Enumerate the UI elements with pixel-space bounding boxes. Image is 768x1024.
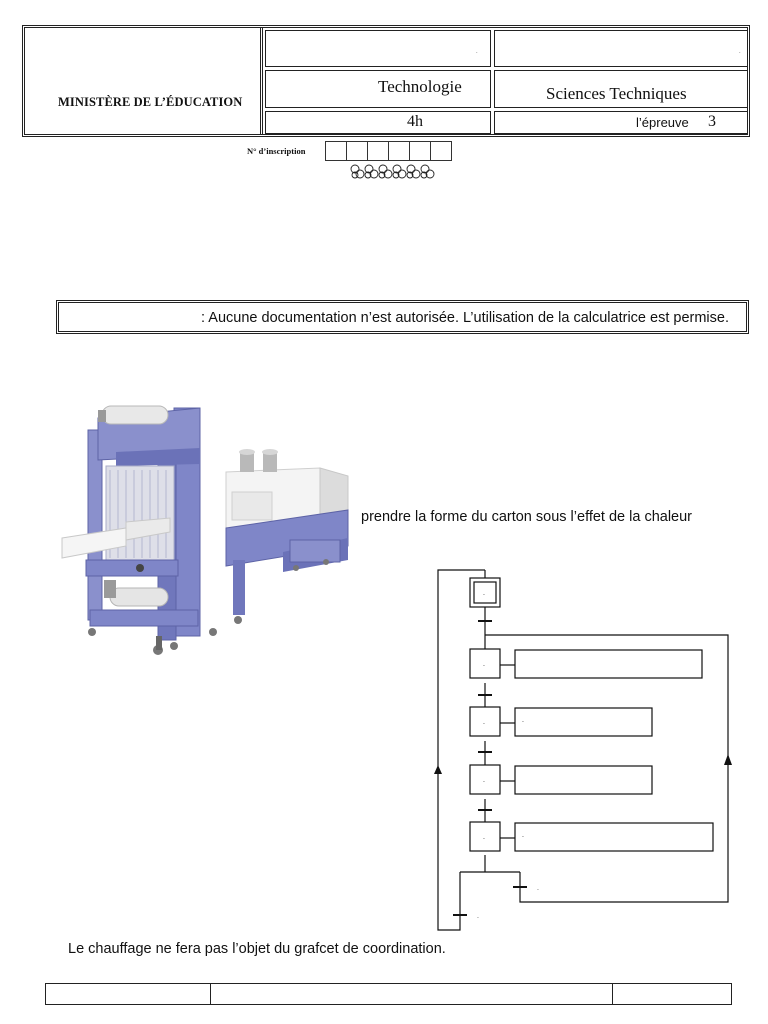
footer-divider (210, 984, 211, 1004)
session-mark: . (476, 49, 478, 55)
step-number: . (483, 777, 485, 784)
inscription-digit-box[interactable] (430, 141, 452, 161)
step-number: . (483, 590, 485, 597)
exam-instructions-text: : Aucune documentation n’est autorisée. L’utilisation de la calculatrice est permise. (201, 310, 729, 326)
section-name: Sciences Techniques (546, 84, 687, 103)
step-action-box[interactable] (515, 823, 713, 851)
grafcet-initial-step (470, 578, 500, 607)
title-mark: . (739, 49, 741, 55)
ministry-name: MINISTÈRE DE L’ÉDUCATION (58, 95, 243, 109)
exam-session-cell (265, 30, 491, 67)
grafcet-diagram (420, 562, 750, 934)
exam-instructions-box (56, 300, 749, 334)
exam-title-cell (494, 30, 748, 67)
ministry-cell (25, 28, 263, 134)
inscription-label: N° d’inscription (247, 146, 306, 156)
inscription-digit-box[interactable] (367, 141, 389, 161)
candidate-signature-icon (349, 163, 437, 181)
step-action-box[interactable] (515, 650, 702, 678)
system-description: prendre la forme du carton sous l’effet de la chaleur (361, 509, 693, 525)
grafcet-note: Le chauffage ne fera pas l’objet du grafcet de coordination. (68, 941, 446, 957)
loop-arrow-icon (724, 754, 732, 765)
step-action-box[interactable] (515, 708, 652, 736)
footer-divider (612, 984, 613, 1004)
coefficient-label: l’épreuve (636, 115, 689, 130)
step-number: . (483, 834, 485, 841)
section-cell (494, 70, 748, 108)
exam-header (22, 25, 750, 137)
loop-transition-label: . (477, 913, 479, 920)
step-number: . (483, 661, 485, 668)
subject-name: Technologie (378, 77, 462, 96)
step-action-text: . (522, 832, 524, 839)
duration-cell (265, 111, 491, 134)
loop-arrow-icon (434, 765, 442, 774)
exam-duration: 4h (407, 113, 423, 130)
step-action-box[interactable] (515, 766, 652, 794)
inscription-digit-box[interactable] (346, 141, 368, 161)
step-action-text: . (522, 717, 524, 724)
page-footer-table (45, 983, 732, 1005)
branch-transition-label: . (537, 885, 539, 892)
grafcet-step (470, 707, 652, 736)
step-number: . (483, 719, 485, 726)
grafcet-step (470, 765, 652, 794)
subject-cell (265, 70, 491, 108)
coefficient-cell (494, 111, 748, 134)
grafcet-step (470, 822, 713, 851)
grafcet-step (470, 649, 702, 678)
inscription-digit-box[interactable] (409, 141, 431, 161)
inscription-digit-box[interactable] (388, 141, 410, 161)
inscription-number-field[interactable] (326, 141, 452, 161)
inscription-digit-box[interactable] (325, 141, 347, 161)
shrink-wrap-machine-image (58, 400, 350, 665)
coefficient-value: 3 (708, 113, 716, 130)
